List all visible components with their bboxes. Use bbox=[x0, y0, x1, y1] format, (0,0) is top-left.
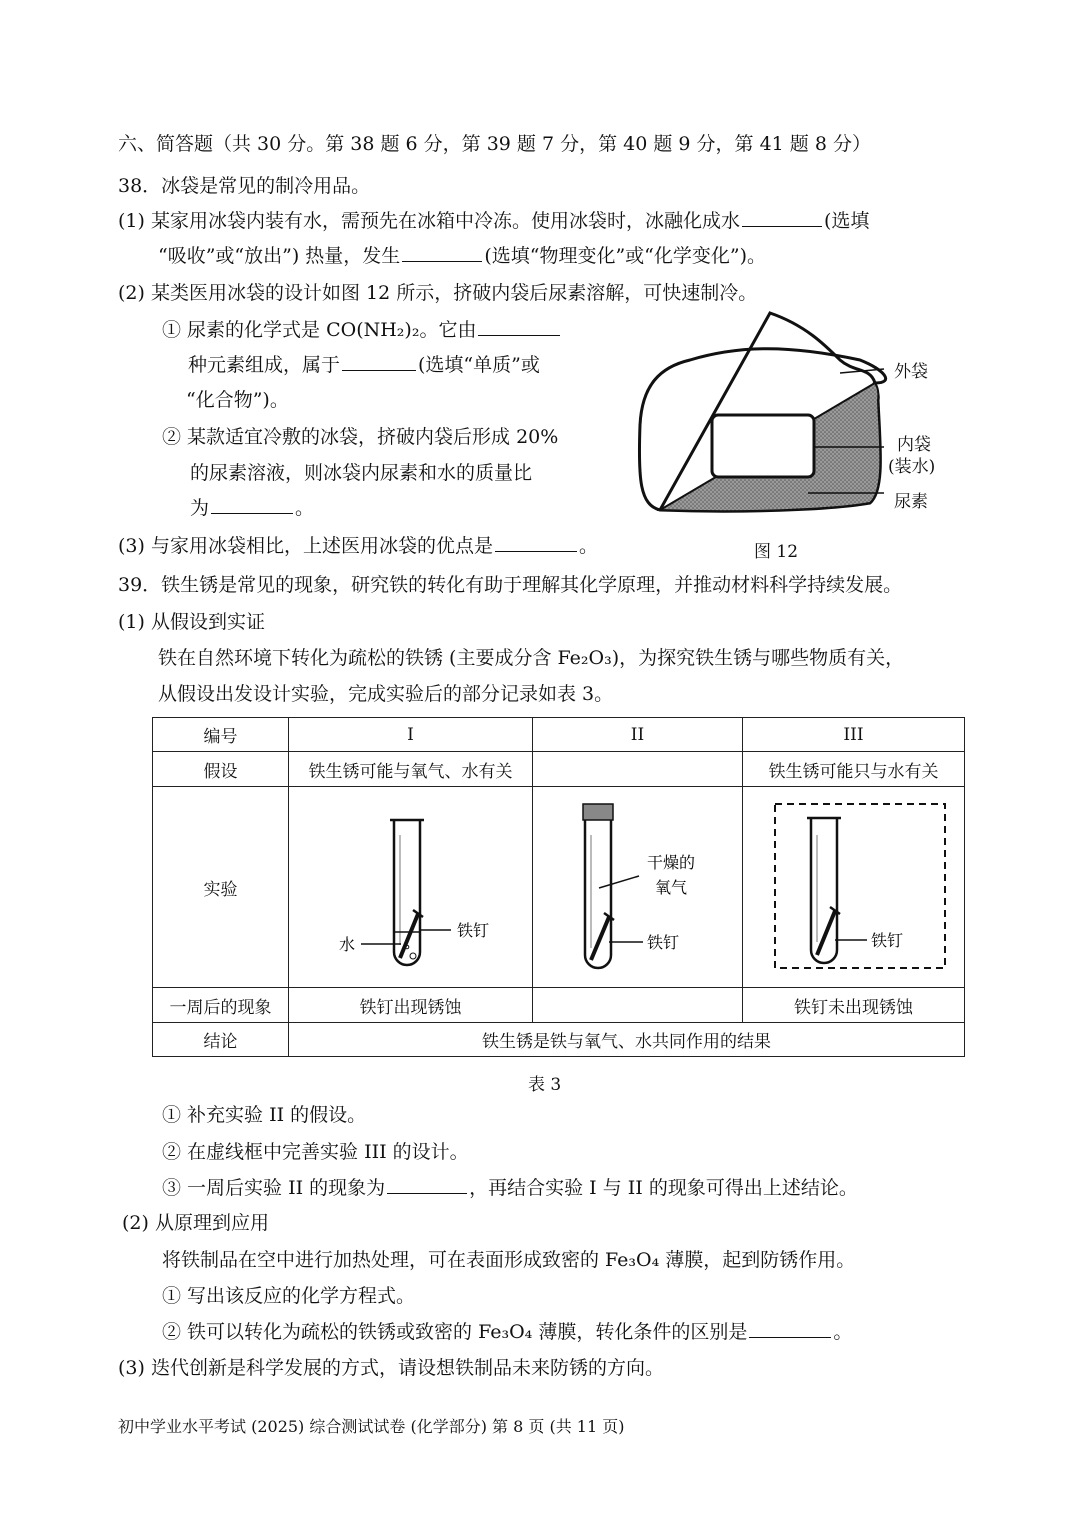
q39-p2-line1: 将铁制品在空中进行加热处理，可在表面形成致密的 Fe₃O₄ 薄膜，起到防锈作用。 bbox=[162, 1249, 856, 1271]
q38-s1-line3: “化合物”)。 bbox=[186, 389, 289, 411]
observation-1: 铁钉出现锈蚀 bbox=[289, 988, 533, 1023]
observation-2-blank[interactable] bbox=[533, 988, 743, 1023]
answer-blank-condition[interactable] bbox=[749, 1319, 831, 1338]
experiment-1-diagram bbox=[291, 790, 531, 985]
q39-p1-line1: 铁在自然环境下转化为疏松的铁锈 (主要成分含 Fe₂O₃)，为探究铁生锈与哪些物质有关， bbox=[158, 647, 905, 669]
experiment-3-cell bbox=[743, 787, 965, 988]
experiment-2-cell bbox=[533, 787, 743, 988]
label-urea: 尿素 bbox=[894, 492, 928, 512]
figure-12-caption: 图 12 bbox=[754, 542, 799, 562]
q39-sub2: ② 在虚线框中完善实验 III 的设计。 bbox=[162, 1141, 469, 1163]
table-row-id bbox=[153, 718, 965, 752]
table-3-caption: 表 3 bbox=[528, 1075, 562, 1095]
answer-blank-change[interactable] bbox=[402, 243, 482, 262]
id-2: II bbox=[533, 718, 743, 752]
row-label-observation: 一周后的现象 bbox=[153, 988, 289, 1023]
answer-blank-advantage[interactable] bbox=[495, 533, 577, 552]
q39-p2-s2-text-b: 。 bbox=[833, 1321, 853, 1343]
q39-p3: (3) 迭代创新是科学发展的方式，请设想铁制品未来防锈的方向。 bbox=[118, 1357, 664, 1379]
q38-p2: (2) 某类医用冰袋的设计如图 12 所示，挤破内袋后尿素溶解，可快速制冷。 bbox=[118, 282, 758, 304]
q38-s2-line2: 的尿素溶液，则冰袋内尿素和水的质量比 bbox=[190, 462, 533, 484]
answer-blank-phenomenon[interactable] bbox=[387, 1175, 467, 1194]
experiment-2-diagram bbox=[535, 790, 741, 985]
q39-p2-s2 bbox=[162, 1319, 852, 1345]
q38-s1-line2-text-a: 种元素组成，属于 bbox=[188, 354, 341, 376]
q38-p1-line2 bbox=[158, 243, 766, 269]
experiment-1-cell bbox=[289, 787, 533, 988]
dashed-design-box[interactable] bbox=[775, 804, 945, 968]
label-nail-1: 铁钉 bbox=[456, 920, 489, 940]
table-row-observation bbox=[153, 988, 965, 1023]
q38-s2-line3-text: 为 bbox=[190, 497, 210, 519]
iron-nail-3 bbox=[817, 911, 835, 955]
id-1: I bbox=[289, 718, 533, 752]
row-label-experiment: 实验 bbox=[153, 787, 289, 988]
iron-nail-1 bbox=[400, 914, 418, 958]
label-nail-2: 铁钉 bbox=[646, 932, 679, 952]
q39-intro: 39．铁生锈是常见的现象，研究铁的转化有助于理解其化学原理，并推动材料科学持续发展。 bbox=[118, 574, 903, 596]
q39-sub1: ① 补充实验 II 的假设。 bbox=[162, 1104, 367, 1126]
experiment-3-diagram[interactable] bbox=[745, 790, 963, 985]
q39-sub3-text-a: ③ 一周后实验 II 的现象为 bbox=[162, 1177, 386, 1199]
q38-s2-line1: ② 某款适宜冷敷的冰袋，挤破内袋后形成 20% bbox=[162, 426, 559, 448]
table-row-hypothesis bbox=[153, 752, 965, 787]
answer-blank-elements[interactable] bbox=[478, 317, 560, 336]
table-row-experiment bbox=[153, 787, 965, 988]
label-dry: 干燥的 bbox=[646, 852, 695, 872]
iron-nail-2 bbox=[591, 917, 609, 960]
q38-s1-line2 bbox=[188, 352, 540, 378]
hypothesis-3: 铁生锈可能只与水有关 bbox=[743, 752, 965, 787]
q38-p1-text-a: (1) 某家用冰袋内装有水，需预先在冰箱中冷冻。使用冰袋时，冰融化成水 bbox=[118, 210, 740, 232]
q39-p2-s2-text-a: ② 铁可以转化为疏松的铁锈或致密的 Fe₃O₄ 薄膜，转化条件的区别是 bbox=[162, 1321, 748, 1343]
q38-p3-text: (3) 与家用冰袋相比，上述医用冰袋的优点是 bbox=[118, 535, 493, 557]
label-inner-bag: 内袋 bbox=[897, 435, 931, 455]
q38-intro: 38．冰袋是常见的制冷用品。 bbox=[118, 175, 371, 197]
row-label-id: 编号 bbox=[153, 718, 289, 752]
row-label-hypothesis: 假设 bbox=[153, 752, 289, 787]
q38-p1-line2-text-b: (选填“物理变化”或“化学变化”)。 bbox=[484, 245, 766, 267]
hypothesis-2-blank[interactable] bbox=[533, 752, 743, 787]
q39-p2-s1: ① 写出该反应的化学方程式。 bbox=[162, 1285, 416, 1307]
q38-s2-line3: 为 。 bbox=[190, 497, 315, 519]
observation-3: 铁钉未出现锈蚀 bbox=[743, 988, 965, 1023]
stopper bbox=[583, 804, 613, 820]
inner-bag-shape bbox=[712, 415, 814, 477]
row-label-conclusion: 结论 bbox=[153, 1023, 289, 1057]
q38-s1-line2-text-b: (选填“单质”或 bbox=[418, 354, 540, 376]
answer-blank-heat[interactable] bbox=[742, 208, 822, 227]
q39-sub3-text-b: ，再结合实验 I 与 II 的现象可得出上述结论。 bbox=[469, 1177, 858, 1199]
q39-p2-title: (2) 从原理到应用 bbox=[122, 1212, 269, 1234]
answer-blank-mass-ratio[interactable] bbox=[211, 495, 293, 514]
label-outer-bag: 外袋 bbox=[894, 362, 928, 382]
q39-sub3 bbox=[162, 1175, 858, 1201]
label-oxygen: 氧气 bbox=[654, 877, 687, 897]
q39-p1-title: (1) 从假设到实证 bbox=[118, 611, 265, 633]
section-heading: 六、简答题（共 30 分。第 38 题 6 分，第 39 题 7 分，第 40 题 9 分，第 41 题 8 分） bbox=[118, 133, 871, 155]
conclusion: 铁生锈是铁与氧气、水共同作用的结果 bbox=[289, 1023, 965, 1057]
answer-blank-classification[interactable] bbox=[342, 352, 416, 371]
q39-p1-line2: 从假设出发设计实验，完成实验后的部分记录如表 3。 bbox=[158, 683, 614, 705]
q38-p3: (3) 与家用冰袋相比，上述医用冰袋的优点是 。 bbox=[118, 535, 598, 557]
label-water: 水 bbox=[338, 934, 355, 954]
hypothesis-1: 铁生锈可能与氧气、水有关 bbox=[289, 752, 533, 787]
q38-s1-line1 bbox=[162, 317, 562, 343]
table-row-conclusion bbox=[153, 1023, 965, 1057]
page-footer: 初中学业水平考试 (2025) 综合测试试卷 (化学部分) 第 8 页 (共 11 页) bbox=[118, 1417, 625, 1436]
q38-s1-text: ① 尿素的化学式是 CO(NH₂)₂。它由 bbox=[162, 319, 477, 341]
table-3 bbox=[152, 717, 965, 1057]
q38-p1-line2-text-a: “吸收”或“放出”) 热量，发生 bbox=[158, 245, 401, 267]
q38-p1-line1 bbox=[118, 208, 869, 234]
label-nail-3: 铁钉 bbox=[870, 930, 903, 950]
label-inner-bag-water: (装水) bbox=[888, 457, 936, 477]
q38-p1-text-b: (选填 bbox=[823, 210, 870, 232]
id-3: III bbox=[743, 718, 965, 752]
